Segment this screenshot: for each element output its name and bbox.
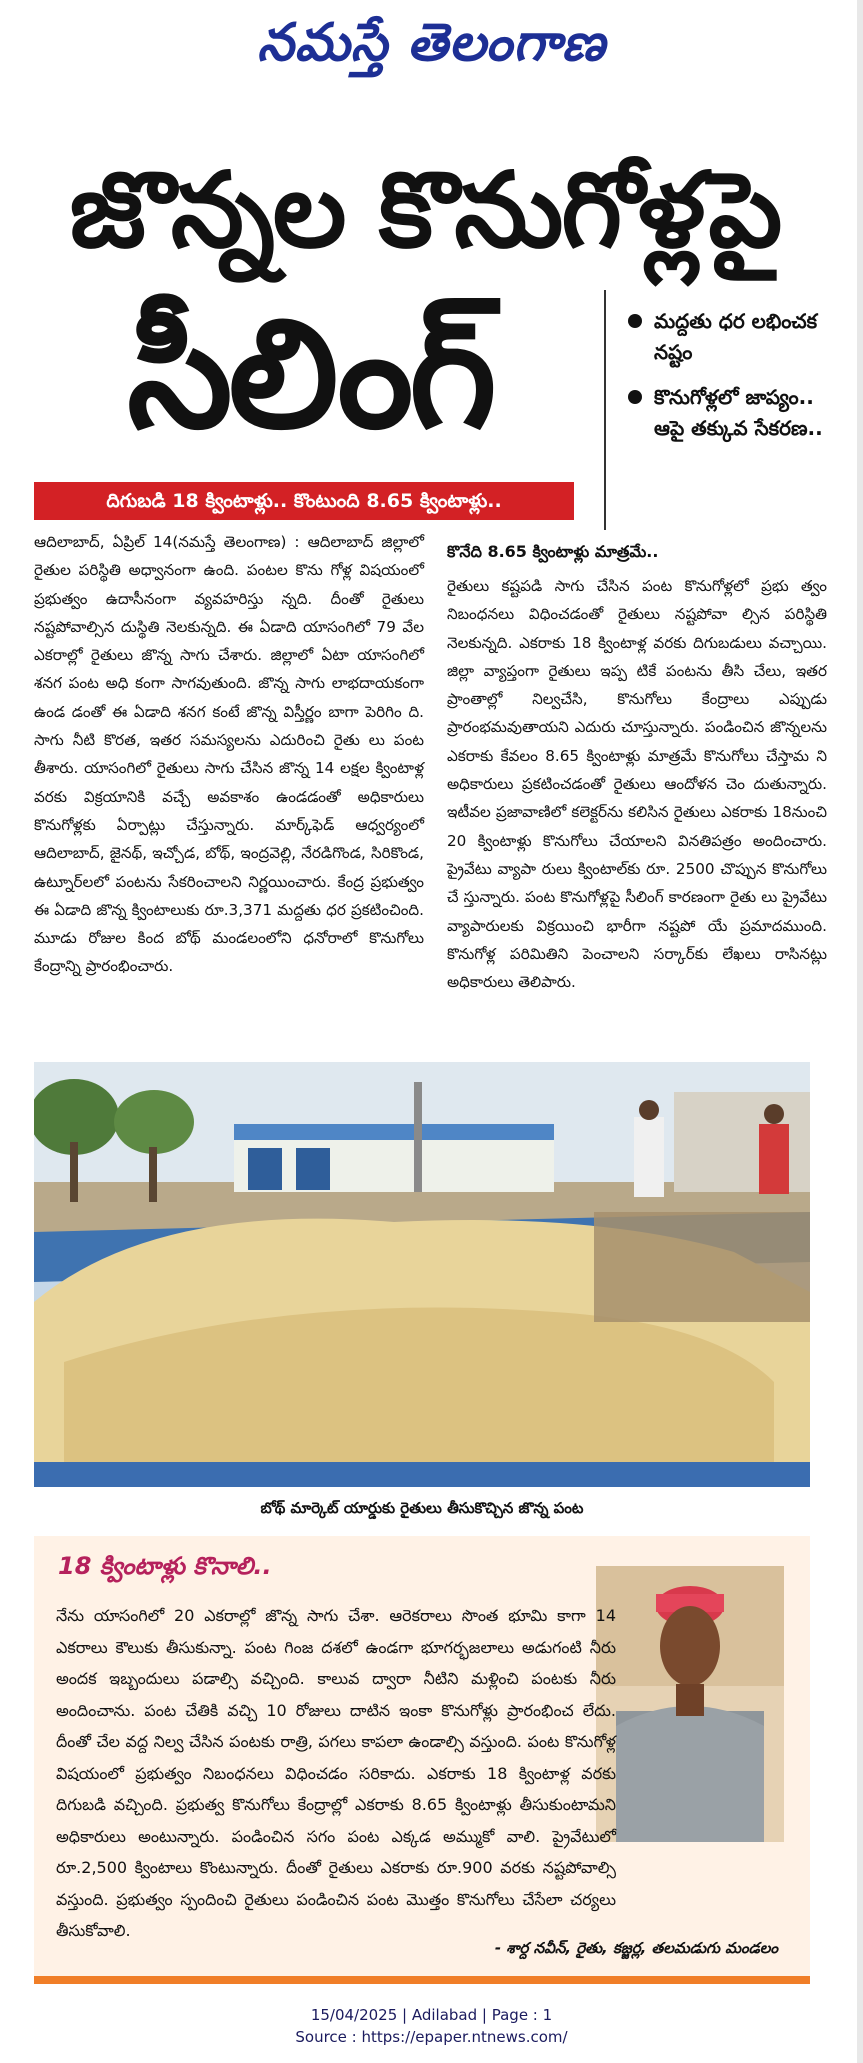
- bullet-item: [628, 306, 838, 368]
- footer-source-link[interactable]: Source : https://epaper.ntnews.com/: [295, 2028, 568, 2046]
- photo-caption: బోథ్ మార్కెట్ యార్డుకు రైతులు తీసుకొచ్చిన జొన్న పంట: [260, 1499, 584, 1517]
- bullet-item: [628, 382, 838, 444]
- article-column-right-heading: కొనేది 8.65 క్వింటాళ్లు మాత్రమే..: [447, 542, 659, 561]
- market-yard-photo: [34, 1062, 810, 1487]
- headline-divider: [604, 290, 606, 530]
- article-column-right: రైతులు కష్టపడి సాగు చేసిన పంట కొనుగోళ్లలో ప్రభు త్వం నిబంధనలు విధించడంతో రైతులు నష్టపోవా ల్సిన పరిస్థితి నెలకున్నది. ఎకరాకు 18 క్వింటాళ్ల వరకు దిగుబడులు వచ్చాయి. జిల్లా వ్యాప్తంగా రైతులు ఇప్ప టికే పంటను తీసి చేలు, ఇతర ప్రాంతాల్లో నిల్వచేసి, కొనుగోలు కేంద్రాలు ఎప్పుడు ప్రారంభమవుతాయని ఎదురు చూస్తున్నారు. పండించిన జొన్నలను ఎకరాకు కేవలం 8.65 క్వింటాళ్లు మాత్రమే కొనుగోలు చేస్తామ ని అధికారులు ప్రకటించడంతో రైతులు ఆందోళన చెం దుతున్నారు. ఇటీవల ప్రజావాణిలో కలెక్టర్‌ను కలిసిన రైతులు ఎకరాకు 18నుంచి 20 క్వింటాళ్లు కొనుగోలు చేయాలని వినతిపత్రం అందించారు. ప్రైవేటు వ్యాపా రులు క్వింటాల్‌కు రూ. 2500 చొప్పున కొనుగోలు చే స్తున్నారు. పంట కొనుగోళ్లపై సీలింగ్ కారణంగా రైతు లు ప్రైవేటు వ్యాపారులకు విక్రయించి భారీగా నష్టపో యే ప్రమాదముంది. కొనుగోళ్ల పరిమితిని పెంచాలని సర్కార్‌కు లేఖలు రాసినట్లు అధికారులు తెలిపారు.: [447, 577, 827, 992]
- bullet-dot-icon: [628, 314, 642, 328]
- bullet-text: కొనుగోళ్లలో జాప్యం.. ఆపై తక్కువ సేకరణ..: [654, 385, 823, 440]
- headline-line-1: జొన్నల కొనుగోళ్లపై: [69, 149, 781, 271]
- newspaper-masthead: నమస్తే తెలంగాణ: [257, 13, 606, 73]
- farmer-portrait: [596, 1566, 784, 1842]
- quote-attribution: - శార్ద నవీన్, రైతు, కజ్జర్ల, తలమడుగు మండలం: [494, 1939, 778, 1957]
- bullet-dot-icon: [628, 390, 642, 404]
- market-yard-illustration: [34, 1062, 810, 1487]
- farmer-portrait-illustration: [596, 1566, 784, 1842]
- farmer-quote-text: నేను యాసంగిలో 20 ఎకరాల్లో జొన్న సాగు చేశా. ఆరెకరాలు సొంత భూమి కాగా 14 ఎకరాలు కౌలుకు తీసుకున్నా. పంట గింజ దశలో ఉండగా భూగర్భజలాలు అడుగంటి నీరు అందక ఇబ్బందులు పడాల్సి వచ్చింది. కాలువ ద్వారా నీటిని మళ్లించి పంటకు నీరు అందించాను. పంట చేతికి వచ్చి 10 రోజులు దాటిన ఇంకా కొనుగోళ్లు ప్రారంభించ లేదు. దీంతో చేల వద్ద నిల్వ చేసిన పంటకు రాత్రి, పగలు కాపలా ఉండాల్సి వస్తుంది. పంట కొనుగోళ్ల విషయంలో ప్రభుత్వం నిబంధనలు విధించడం సరికాదు. ఎకరాకు 18 క్వింటాళ్ల వరకు దిగుబడి వచ్చింది. ప్రభుత్వ కొనుగోలు కేంద్రాల్లో ఎకరాకు 8.65 క్వింటాళ్లు తీసుకుంటామని అధికారులు అంటున్నారు. పండించిన సగం పంట ఎక్కడ అమ్ముకో వాలి. ప్రైవేటులో రూ.2,500 క్వింటాలు కొంటున్నారు. దీంతో రైతులు ఎకరాకు రూ.900 వరకు నష్టపోవాల్సి వస్తుంది. ప్రభుత్వం స్పందించి రైతులు పండించిన పంట మొత్తం కొనుగోలు చేసేలా చర్యలు తీసుకోవాలి.: [56, 1606, 616, 1940]
- article-column-left: ఆదిలాబాద్, ఏప్రిల్ 14(నమస్తే తెలంగాణ) : ఆదిలాబాద్ జిల్లాలో రైతుల పరిస్థితి అధ్వానంగా ఉంది. పంటల కొను గోళ్ల విషయంలో ప్రభుత్వం ఉదాసీనంగా వ్యవహరిస్తు న్నది. దీంతో రైతులు నష్టపోవాల్సిన దుస్థితి నెలకున్నది. ఈ ఏడాది యాసంగిలో 79 వేల ఎకరాల్లో రైతులు జొన్న సాగు చేశారు. జిల్లాలో ఏటా యాసంగిలో శనగ పంట అధి కంగా సాగవుతుంది. జొన్న సాగు లాభదాయకంగా ఉండ డంతో ఈ ఏడాది శనగ కంటే జొన్న విస్తీర్ణం బాగా పెరిగిం ది. సాగు నీటి కొరత, ఇతర సమస్యలను ఎదురించి రైతు లు పంట తీశారు. యాసంగిలో రైతులు సాగు చేసిన జొన్న 14 లక్షల క్వింటాళ్ల వరకు విక్రయానికి వచ్చే అవకాశం ఉండడంతో అధికారులు కొనుగోళ్లకు ఏర్పాట్లు చేస్తున్నారు. మార్క్‌ఫెడ్ ఆధ్వర్యంలో ఆదిలాబాద్, జైనథ్, ఇచ్చోడ, బోథ్, ఇంద్రవెల్లి, నేరడిగొండ, సిరికొండ, ఉట్నూర్‌లలో పంటను సేకరించాలని నిర్ణయించారు. కేంద్ర ప్రభుత్వం ఈ ఏడాది జొన్న క్వింటాలుకు రూ.3,371 మద్దతు ధర ప్రకటించింది. మూడు రోజుల కింద బోథ్ మండలంలోని ధనోరాలో కొనుగోలు కేంద్రాన్ని ప్రారంభించారు.: [34, 533, 424, 976]
- footer-edition-line: 15/04/2025 | Adilabad | Page : 1: [310, 2006, 553, 2024]
- bullet-text: మద్దతు ధర లభించక నష్టం: [654, 309, 818, 364]
- headline-line-2: సీలింగ్: [127, 288, 493, 462]
- highlight-bullets: [628, 306, 838, 458]
- quote-box-rule: [34, 1976, 810, 1984]
- page-edge: [857, 0, 863, 2063]
- page-footer: [0, 2004, 863, 2048]
- quote-box-title: 18 క్వింటాళ్లు కొనాలి..: [58, 1552, 272, 1580]
- subheadline-bar: దిగుబడి 18 క్వింటాళ్లు.. కొంటుంది 8.65 క్వింటాళ్లు..: [34, 482, 574, 520]
